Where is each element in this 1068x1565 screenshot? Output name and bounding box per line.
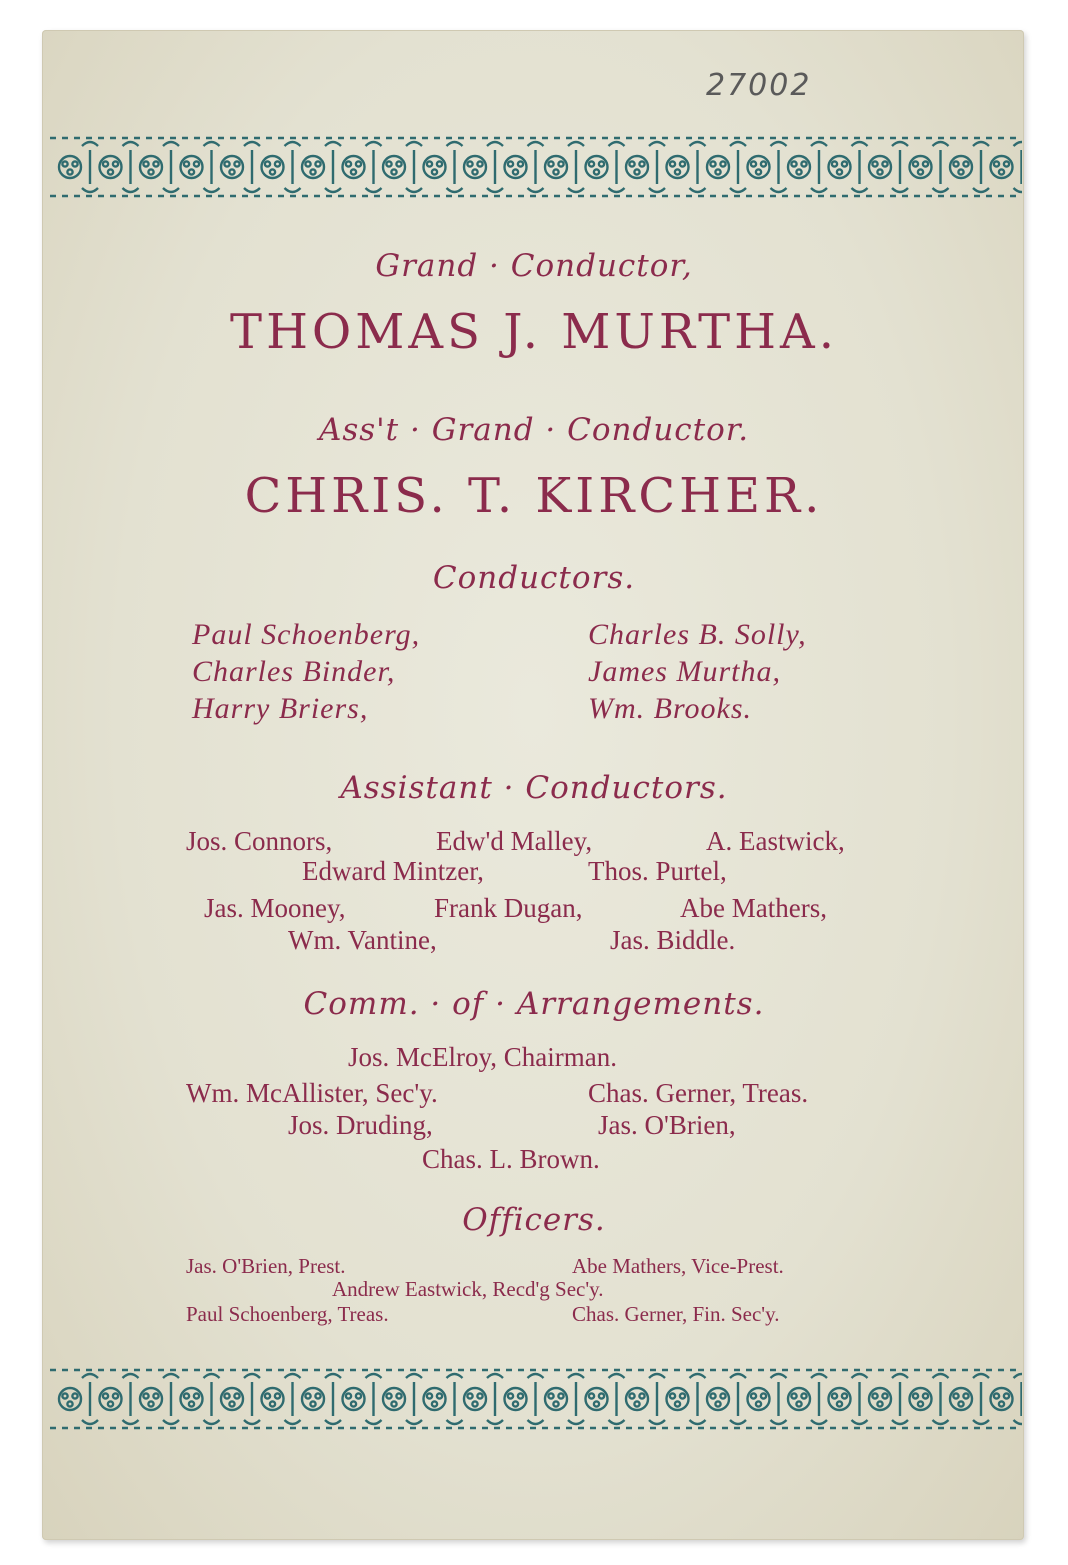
arrangements-member: Chas. Gerner, Treas.: [588, 1078, 809, 1108]
ornament-dot: [913, 161, 918, 166]
ornament-dot: [994, 161, 999, 166]
ornament-scroll: [609, 1374, 625, 1424]
ornament-dot: [796, 1401, 801, 1406]
ornament-dot: [594, 169, 599, 174]
ornament-dot: [148, 169, 153, 174]
arrangements-member: Chas. L. Brown.: [422, 1144, 600, 1174]
ornament-dot: [234, 161, 239, 166]
ornament-dot: [715, 169, 720, 174]
ornament-dot: [832, 161, 837, 166]
ornament-dot: [599, 161, 604, 166]
ornament-scroll: [163, 142, 179, 192]
ornament-dot: [842, 1393, 847, 1398]
conductors-right-column: [588, 616, 807, 727]
ornament-dot: [710, 161, 715, 166]
ornament-dot: [518, 161, 523, 166]
ornament-dot: [396, 161, 401, 166]
ornament-dot: [720, 161, 725, 166]
ornament-dot: [148, 1401, 153, 1406]
ornament-dot: [680, 1393, 685, 1398]
ornament-dot: [432, 1401, 437, 1406]
ornament-scroll: [933, 142, 949, 192]
asst-grand-conductor-heading: Ass't · Grand · Conductor.: [318, 412, 750, 448]
conductor-name: Charles B. Solly,: [588, 618, 807, 651]
ornament-dot: [356, 161, 361, 166]
assistant-conductor-name: Jos. Connors,: [186, 826, 333, 856]
ornament-dot: [877, 1401, 882, 1406]
ornament-dot: [958, 1401, 963, 1406]
ornament-dot: [113, 161, 118, 166]
ornament-scroll: [1014, 142, 1023, 192]
ornament-dot: [194, 161, 199, 166]
ornament-dot: [872, 1393, 877, 1398]
ornament-dot: [999, 1401, 1004, 1406]
officer-entry: Jas. O'Brien, Prest.: [186, 1254, 346, 1278]
arrangements-member: Jos. McElroy, Chairman.: [348, 1042, 617, 1072]
conductor-name: Charles Binder,: [192, 655, 396, 688]
ornament-dot: [953, 1393, 958, 1398]
conductors-heading: Conductors.: [432, 560, 636, 596]
ornament-dot: [639, 161, 644, 166]
ornament-dot: [548, 1393, 553, 1398]
ornament-scroll: [163, 1374, 179, 1424]
ornament-scroll: [447, 1374, 463, 1424]
ornament-scroll: [325, 1374, 341, 1424]
ornament-dot: [761, 161, 766, 166]
ornament-dot: [153, 1393, 158, 1398]
ornament-dot: [432, 169, 437, 174]
ornament-dot: [756, 169, 761, 174]
ornament-dot: [963, 1393, 968, 1398]
arrangements-heading: Comm. · of · Arrangements.: [303, 986, 765, 1022]
ornament-dot: [953, 161, 958, 166]
ornament-dot: [923, 161, 928, 166]
ornament-dot: [351, 169, 356, 174]
ornament-scroll: [690, 1374, 706, 1424]
ornament-dot: [801, 161, 806, 166]
ornament-scroll: [123, 142, 139, 192]
ornament-dot: [913, 1393, 918, 1398]
ornament-dot: [518, 1393, 523, 1398]
ornament-scroll: [204, 142, 220, 192]
officers-heading: Officers.: [462, 1202, 606, 1238]
ornament-dot: [103, 161, 108, 166]
ornament-dot: [715, 1401, 720, 1406]
conductor-name: Wm. Brooks.: [588, 692, 753, 725]
ornament-dot: [224, 161, 229, 166]
ornament-dot: [999, 169, 1004, 174]
ornament-dot: [720, 1393, 725, 1398]
ornament-dot: [837, 1401, 842, 1406]
ornament-scroll: [528, 142, 544, 192]
ornament-dot: [710, 1393, 715, 1398]
ornament-scroll: [811, 1374, 827, 1424]
ornament-dot: [513, 169, 518, 174]
catalog-number: 27002: [706, 68, 812, 103]
ornament-dot: [1004, 161, 1009, 166]
arrangements-member: Jas. O'Brien,: [598, 1110, 736, 1140]
ornament-scroll: [325, 142, 341, 192]
ornament-scroll: [487, 142, 503, 192]
conductor-name: Harry Briers,: [192, 692, 369, 725]
ornament-dot: [310, 169, 315, 174]
assistant-conductor-name: Edward Mintzer,: [302, 856, 484, 886]
ornament-dot: [189, 169, 194, 174]
ornament-dot: [553, 1401, 558, 1406]
ornament-dot: [103, 1393, 108, 1398]
ornament-dot: [599, 1393, 604, 1398]
ornament-dot: [832, 1393, 837, 1398]
ornament-scroll: [285, 142, 301, 192]
officer-entry: Paul Schoenberg, Treas.: [186, 1302, 389, 1326]
ornament-dot: [918, 169, 923, 174]
ornament-scroll: [406, 1374, 422, 1424]
asst-grand-conductor-name: CHRIS. T. KIRCHER.: [244, 468, 824, 524]
ornament-scroll: [811, 142, 827, 192]
ornament-dot: [877, 169, 882, 174]
ornament-dot: [472, 169, 477, 174]
ornament-dot: [629, 1393, 634, 1398]
ornament-dot: [72, 161, 77, 166]
ornament-scroll: [730, 142, 746, 192]
ornament-dot: [194, 1393, 199, 1398]
ornament-dot: [796, 169, 801, 174]
assistant-conductor-name: A. Eastwick,: [706, 826, 845, 856]
ornament-scroll: [244, 142, 260, 192]
ornament-scroll: [690, 142, 706, 192]
ornament-scroll: [973, 1374, 989, 1424]
ornament-dot: [67, 1401, 72, 1406]
ornament-dot: [791, 1393, 796, 1398]
ornament-dot: [680, 161, 685, 166]
conductor-name: Paul Schoenberg,: [192, 618, 421, 651]
ornament-dot: [315, 1393, 320, 1398]
ornament-dot: [923, 1393, 928, 1398]
assistant-conductor-name: Jas. Mooney,: [204, 893, 346, 923]
ornament-dot: [396, 1393, 401, 1398]
ornament-dot: [305, 161, 310, 166]
ornament-dot: [508, 161, 513, 166]
ornament-scroll: [771, 142, 787, 192]
ornament-scroll: [892, 142, 908, 192]
ornament-dot: [265, 1393, 270, 1398]
ornament-dot: [801, 1393, 806, 1398]
ornament-dot: [791, 161, 796, 166]
ornament-dot: [589, 161, 594, 166]
ornament-scroll: [649, 142, 665, 192]
ornament-scroll: [852, 142, 868, 192]
ornament-dot: [270, 1401, 275, 1406]
ornament-dot: [1004, 1393, 1009, 1398]
ornament-dot: [437, 161, 442, 166]
ornament-scroll: [285, 1374, 301, 1424]
ornament-dot: [72, 1393, 77, 1398]
ornament-dot: [594, 1401, 599, 1406]
ornament-scroll: [892, 1374, 908, 1424]
conductors-left-column: [192, 616, 420, 727]
ornament-dot: [553, 169, 558, 174]
ornament-dot: [882, 161, 887, 166]
ornament-dot: [265, 161, 270, 166]
assistant-conductor-name: Jas. Biddle.: [610, 925, 736, 955]
ornament-dot: [184, 161, 189, 166]
ornament-scroll: [447, 142, 463, 192]
ornament-dot: [963, 161, 968, 166]
ornament-scroll: [244, 1374, 260, 1424]
ornamental-border-top: [50, 128, 1022, 206]
ornament-dot: [629, 161, 634, 166]
ornament-scroll: [730, 1374, 746, 1424]
ornament-dot: [548, 161, 553, 166]
ornament-dot: [477, 1393, 482, 1398]
ornament-dot: [386, 1393, 391, 1398]
ornament-dot: [675, 1401, 680, 1406]
ornament-dot: [62, 161, 67, 166]
ornament-scroll: [82, 142, 98, 192]
ornament-scroll: [82, 1374, 98, 1424]
ornament-dot: [872, 161, 877, 166]
ornament-dot: [427, 161, 432, 166]
ornament-dot: [639, 1393, 644, 1398]
ornament-dot: [837, 169, 842, 174]
ornament-dot: [751, 1393, 756, 1398]
ornament-dot: [189, 1401, 194, 1406]
arrangements-member: Jos. Druding,: [288, 1110, 433, 1140]
ornament-dot: [467, 161, 472, 166]
ornament-dot: [472, 1401, 477, 1406]
ornament-dot: [229, 1401, 234, 1406]
ornament-scroll: [528, 1374, 544, 1424]
ornament-dot: [67, 169, 72, 174]
ornament-scroll: [852, 1374, 868, 1424]
ornament-dot: [315, 161, 320, 166]
ornament-dot: [918, 1401, 923, 1406]
assistant-conductor-name: Frank Dugan,: [434, 893, 583, 923]
ornament-dot: [229, 169, 234, 174]
ornament-dot: [994, 1393, 999, 1398]
ornament-scroll: [487, 1374, 503, 1424]
ornament-dot: [108, 1401, 113, 1406]
ornament-dot: [437, 1393, 442, 1398]
ornament-dot: [113, 1393, 118, 1398]
ornament-dot: [670, 161, 675, 166]
ornament-dot: [386, 161, 391, 166]
ornament-dot: [184, 1393, 189, 1398]
assistant-conductor-name: Wm. Vantine,: [288, 925, 437, 955]
ornament-scroll: [406, 142, 422, 192]
ornament-dot: [508, 1393, 513, 1398]
ornament-dot: [224, 1393, 229, 1398]
ornament-scroll: [1014, 1374, 1023, 1424]
assistant-conductors-heading: Assistant · Conductors.: [340, 770, 728, 806]
ornament-dot: [513, 1401, 518, 1406]
ornament-dot: [275, 1393, 280, 1398]
ornament-scroll: [568, 1374, 584, 1424]
grand-conductor-heading: Grand · Conductor,: [375, 248, 693, 284]
ornament-dot: [751, 161, 756, 166]
ornament-scroll: [609, 142, 625, 192]
ornament-dot: [310, 1401, 315, 1406]
ornament-scroll: [568, 142, 584, 192]
ornament-dot: [477, 161, 482, 166]
officer-entry: Chas. Gerner, Fin. Sec'y.: [572, 1302, 780, 1326]
ornament-dot: [305, 1393, 310, 1398]
ornament-scroll: [204, 1374, 220, 1424]
ornament-dot: [761, 1393, 766, 1398]
ornament-dot: [675, 169, 680, 174]
ornament-dot: [756, 1401, 761, 1406]
ornament-dot: [153, 161, 158, 166]
ornament-dot: [670, 1393, 675, 1398]
ornament-dot: [234, 1393, 239, 1398]
ornament-dot: [391, 169, 396, 174]
ornament-dot: [427, 1393, 432, 1398]
ornament-dot: [958, 169, 963, 174]
ornament-dot: [634, 1401, 639, 1406]
ornament-dot: [634, 169, 639, 174]
ornament-dot: [346, 1393, 351, 1398]
grand-conductor-name: THOMAS J. MURTHA.: [230, 304, 838, 360]
assistant-conductor-name: Abe Mathers,: [680, 893, 827, 923]
assistant-conductor-name: Edw'd Malley,: [436, 826, 593, 856]
officer-entry: Abe Mathers, Vice-Prest.: [572, 1254, 784, 1278]
ornamental-border-bottom: [50, 1360, 1022, 1438]
ornament-dot: [467, 1393, 472, 1398]
conductor-name: James Murtha,: [588, 655, 781, 688]
ornament-scroll: [649, 1374, 665, 1424]
ornament-dot: [351, 1401, 356, 1406]
officer-entry: Andrew Eastwick, Recd'g Sec'y.: [332, 1277, 604, 1301]
ornament-dot: [558, 1393, 563, 1398]
ornament-dot: [275, 161, 280, 166]
ornament-scroll: [933, 1374, 949, 1424]
ornament-dot: [143, 1393, 148, 1398]
ornament-dot: [558, 161, 563, 166]
ornament-dot: [143, 161, 148, 166]
ornament-scroll: [973, 142, 989, 192]
ornament-dot: [589, 1393, 594, 1398]
assistant-conductor-name: Thos. Purtel,: [588, 856, 727, 886]
ornament-dot: [356, 1393, 361, 1398]
ornament-dot: [108, 169, 113, 174]
ornament-dot: [882, 1393, 887, 1398]
ornament-scroll: [123, 1374, 139, 1424]
ornament-dot: [391, 1401, 396, 1406]
ornament-scroll: [366, 1374, 382, 1424]
ornament-dot: [842, 161, 847, 166]
ornament-dot: [270, 169, 275, 174]
ornament-dot: [346, 161, 351, 166]
arrangements-member: Wm. McAllister, Sec'y.: [186, 1078, 438, 1108]
ornament-scroll: [771, 1374, 787, 1424]
ornament-dot: [62, 1393, 67, 1398]
ornament-scroll: [366, 142, 382, 192]
